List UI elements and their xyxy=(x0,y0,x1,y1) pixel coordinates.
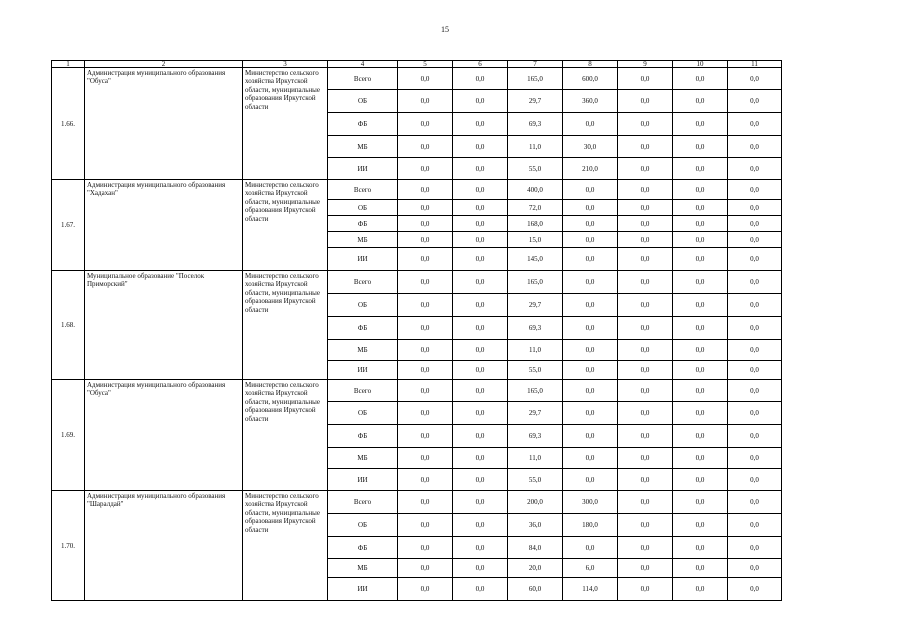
value-cell: 0,0 xyxy=(728,158,782,180)
value-cell: 0,0 xyxy=(453,491,508,514)
funding-source: ИИ xyxy=(328,361,398,380)
value-cell: 0,0 xyxy=(453,537,508,559)
value-cell: 0,0 xyxy=(618,136,673,158)
value-cell: 0,0 xyxy=(673,180,728,200)
value-cell: 0,0 xyxy=(673,216,728,232)
value-cell: 15,0 xyxy=(508,232,563,248)
value-cell: 0,0 xyxy=(728,90,782,113)
value-cell: 0,0 xyxy=(563,317,618,340)
value-cell: 0,0 xyxy=(453,340,508,361)
value-cell: 0,0 xyxy=(453,514,508,537)
value-cell: 0,0 xyxy=(618,232,673,248)
value-cell: 0,0 xyxy=(618,537,673,559)
funding-source: МБ xyxy=(328,136,398,158)
column-header: 3 xyxy=(243,61,328,68)
value-cell: 210,0 xyxy=(563,158,618,180)
organization-name: Администрация муниципального образования "Обуса" xyxy=(85,68,243,180)
funding-source: МБ xyxy=(328,232,398,248)
value-cell: 0,0 xyxy=(398,216,453,232)
column-header: 1 xyxy=(52,61,85,68)
value-cell: 0,0 xyxy=(728,340,782,361)
value-cell: 0,0 xyxy=(728,578,782,601)
value-cell: 0,0 xyxy=(398,113,453,136)
row-number: 1.69. xyxy=(52,380,85,491)
value-cell: 0,0 xyxy=(398,317,453,340)
value-cell: 0,0 xyxy=(673,491,728,514)
value-cell: 0,0 xyxy=(453,113,508,136)
value-cell: 55,0 xyxy=(508,158,563,180)
value-cell: 0,0 xyxy=(673,200,728,216)
value-cell: 0,0 xyxy=(728,294,782,317)
table-row xyxy=(52,380,782,402)
value-cell: 0,0 xyxy=(398,425,453,448)
value-cell: 0,0 xyxy=(728,180,782,200)
row-number: 1.67. xyxy=(52,180,85,271)
value-cell: 0,0 xyxy=(728,136,782,158)
value-cell: 0,0 xyxy=(673,271,728,294)
funding-source: Всего xyxy=(328,68,398,90)
table-row xyxy=(52,68,782,90)
value-cell: 60,0 xyxy=(508,578,563,601)
funding-source: ОБ xyxy=(328,294,398,317)
value-cell: 0,0 xyxy=(673,537,728,559)
value-cell: 0,0 xyxy=(728,113,782,136)
value-cell: 0,0 xyxy=(453,425,508,448)
value-cell: 165,0 xyxy=(508,68,563,90)
value-cell: 0,0 xyxy=(673,514,728,537)
value-cell: 0,0 xyxy=(453,248,508,271)
funding-source: ИИ xyxy=(328,158,398,180)
value-cell: 0,0 xyxy=(728,448,782,469)
value-cell: 0,0 xyxy=(618,578,673,601)
value-cell: 0,0 xyxy=(398,340,453,361)
funding-source: ФБ xyxy=(328,425,398,448)
column-header: 9 xyxy=(618,61,673,68)
value-cell: 69,3 xyxy=(508,425,563,448)
value-cell: 0,0 xyxy=(618,216,673,232)
value-cell: 0,0 xyxy=(453,380,508,402)
value-cell: 0,0 xyxy=(728,559,782,578)
funding-source: ФБ xyxy=(328,113,398,136)
value-cell: 0,0 xyxy=(453,136,508,158)
value-cell: 0,0 xyxy=(563,340,618,361)
value-cell: 0,0 xyxy=(398,361,453,380)
column-header: 6 xyxy=(453,61,508,68)
value-cell: 0,0 xyxy=(563,469,618,491)
value-cell: 0,0 xyxy=(563,361,618,380)
funding-source: Всего xyxy=(328,271,398,294)
table-row xyxy=(52,180,782,200)
column-header: 7 xyxy=(508,61,563,68)
value-cell: 36,0 xyxy=(508,514,563,537)
value-cell: 0,0 xyxy=(728,68,782,90)
value-cell: 0,0 xyxy=(398,578,453,601)
value-cell: 0,0 xyxy=(618,491,673,514)
value-cell: 0,0 xyxy=(728,232,782,248)
value-cell: 0,0 xyxy=(728,361,782,380)
value-cell: 400,0 xyxy=(508,180,563,200)
responsible-executor: Министерство сельского хозяйства Иркутской области, муниципальные образования Иркутской области xyxy=(243,180,328,271)
value-cell: 600,0 xyxy=(563,68,618,90)
value-cell: 0,0 xyxy=(618,248,673,271)
value-cell: 29,7 xyxy=(508,402,563,425)
value-cell: 0,0 xyxy=(728,248,782,271)
value-cell: 0,0 xyxy=(618,90,673,113)
value-cell: 0,0 xyxy=(673,158,728,180)
value-cell: 0,0 xyxy=(398,136,453,158)
value-cell: 0,0 xyxy=(563,200,618,216)
value-cell: 0,0 xyxy=(728,514,782,537)
value-cell: 0,0 xyxy=(453,158,508,180)
value-cell: 180,0 xyxy=(563,514,618,537)
funding-source: ФБ xyxy=(328,537,398,559)
funding-source: ОБ xyxy=(328,402,398,425)
value-cell: 0,0 xyxy=(563,294,618,317)
column-number-row xyxy=(52,61,782,68)
value-cell: 0,0 xyxy=(398,271,453,294)
value-cell: 0,0 xyxy=(453,361,508,380)
value-cell: 0,0 xyxy=(453,402,508,425)
value-cell: 0,0 xyxy=(563,180,618,200)
value-cell: 0,0 xyxy=(618,514,673,537)
value-cell: 0,0 xyxy=(728,271,782,294)
value-cell: 0,0 xyxy=(563,402,618,425)
value-cell: 0,0 xyxy=(398,491,453,514)
funding-source: Всего xyxy=(328,491,398,514)
value-cell: 360,0 xyxy=(563,90,618,113)
value-cell: 0,0 xyxy=(453,200,508,216)
value-cell: 0,0 xyxy=(728,380,782,402)
value-cell: 0,0 xyxy=(673,317,728,340)
funding-source: ОБ xyxy=(328,200,398,216)
value-cell: 0,0 xyxy=(453,448,508,469)
funding-source: ФБ xyxy=(328,317,398,340)
funding-source: ИИ xyxy=(328,248,398,271)
funding-source: ИИ xyxy=(328,469,398,491)
funding-source: МБ xyxy=(328,448,398,469)
value-cell: 0,0 xyxy=(398,402,453,425)
value-cell: 0,0 xyxy=(398,232,453,248)
value-cell: 0,0 xyxy=(618,469,673,491)
value-cell: 0,0 xyxy=(453,317,508,340)
value-cell: 145,0 xyxy=(508,248,563,271)
value-cell: 0,0 xyxy=(618,200,673,216)
value-cell: 0,0 xyxy=(728,200,782,216)
value-cell: 200,0 xyxy=(508,491,563,514)
column-header: 11 xyxy=(728,61,782,68)
value-cell: 29,7 xyxy=(508,90,563,113)
value-cell: 0,0 xyxy=(618,317,673,340)
value-cell: 84,0 xyxy=(508,537,563,559)
funding-source: ИИ xyxy=(328,578,398,601)
value-cell: 0,0 xyxy=(618,294,673,317)
value-cell: 20,0 xyxy=(508,559,563,578)
value-cell: 0,0 xyxy=(453,271,508,294)
funding-source: Всего xyxy=(328,380,398,402)
value-cell: 0,0 xyxy=(728,537,782,559)
value-cell: 0,0 xyxy=(728,402,782,425)
row-number: 1.66. xyxy=(52,68,85,180)
value-cell: 0,0 xyxy=(673,425,728,448)
value-cell: 0,0 xyxy=(398,200,453,216)
value-cell: 55,0 xyxy=(508,469,563,491)
value-cell: 0,0 xyxy=(398,248,453,271)
organization-name: Администрация муниципального образования "Обуса" xyxy=(85,380,243,491)
budget-table xyxy=(51,60,782,601)
value-cell: 0,0 xyxy=(453,294,508,317)
value-cell: 0,0 xyxy=(673,402,728,425)
column-header: 5 xyxy=(398,61,453,68)
value-cell: 0,0 xyxy=(563,448,618,469)
value-cell: 6,0 xyxy=(563,559,618,578)
column-header: 4 xyxy=(328,61,398,68)
value-cell: 11,0 xyxy=(508,340,563,361)
value-cell: 0,0 xyxy=(453,68,508,90)
responsible-executor: Министерство сельского хозяйства Иркутской области, муниципальные образования Иркутской области xyxy=(243,491,328,601)
value-cell: 0,0 xyxy=(398,158,453,180)
funding-source: Всего xyxy=(328,180,398,200)
value-cell: 0,0 xyxy=(398,514,453,537)
value-cell: 0,0 xyxy=(563,425,618,448)
value-cell: 0,0 xyxy=(398,90,453,113)
value-cell: 0,0 xyxy=(453,232,508,248)
value-cell: 0,0 xyxy=(618,113,673,136)
value-cell: 0,0 xyxy=(618,271,673,294)
value-cell: 0,0 xyxy=(728,425,782,448)
value-cell: 0,0 xyxy=(673,68,728,90)
value-cell: 300,0 xyxy=(563,491,618,514)
value-cell: 0,0 xyxy=(728,491,782,514)
value-cell: 0,0 xyxy=(453,90,508,113)
value-cell: 0,0 xyxy=(398,469,453,491)
value-cell: 11,0 xyxy=(508,136,563,158)
value-cell: 0,0 xyxy=(618,402,673,425)
value-cell: 0,0 xyxy=(673,294,728,317)
value-cell: 0,0 xyxy=(673,469,728,491)
value-cell: 69,3 xyxy=(508,113,563,136)
value-cell: 0,0 xyxy=(563,216,618,232)
value-cell: 69,3 xyxy=(508,317,563,340)
funding-source: ОБ xyxy=(328,90,398,113)
value-cell: 0,0 xyxy=(398,537,453,559)
value-cell: 0,0 xyxy=(618,425,673,448)
value-cell: 0,0 xyxy=(453,578,508,601)
value-cell: 0,0 xyxy=(618,340,673,361)
value-cell: 0,0 xyxy=(398,380,453,402)
value-cell: 0,0 xyxy=(563,113,618,136)
value-cell: 0,0 xyxy=(728,216,782,232)
funding-source: МБ xyxy=(328,340,398,361)
row-number: 1.70. xyxy=(52,491,85,601)
responsible-executor: Министерство сельского хозяйства Иркутской области, муниципальные образования Иркутской области xyxy=(243,380,328,491)
value-cell: 0,0 xyxy=(673,340,728,361)
value-cell: 72,0 xyxy=(508,200,563,216)
value-cell: 0,0 xyxy=(398,68,453,90)
responsible-executor: Министерство сельского хозяйства Иркутской области, муниципальные образования Иркутской области xyxy=(243,68,328,180)
value-cell: 114,0 xyxy=(563,578,618,601)
value-cell: 11,0 xyxy=(508,448,563,469)
funding-source: МБ xyxy=(328,559,398,578)
table-row xyxy=(52,271,782,294)
value-cell: 0,0 xyxy=(453,559,508,578)
value-cell: 0,0 xyxy=(673,248,728,271)
value-cell: 0,0 xyxy=(563,232,618,248)
value-cell: 0,0 xyxy=(563,537,618,559)
value-cell: 0,0 xyxy=(618,559,673,578)
value-cell: 0,0 xyxy=(398,180,453,200)
value-cell: 0,0 xyxy=(673,232,728,248)
organization-name: Муниципальное образование "Поселок Приморский" xyxy=(85,271,243,380)
value-cell: 0,0 xyxy=(673,578,728,601)
value-cell: 55,0 xyxy=(508,361,563,380)
value-cell: 0,0 xyxy=(398,559,453,578)
value-cell: 0,0 xyxy=(398,294,453,317)
column-header: 10 xyxy=(673,61,728,68)
value-cell: 165,0 xyxy=(508,380,563,402)
funding-source: ОБ xyxy=(328,514,398,537)
value-cell: 0,0 xyxy=(673,448,728,469)
responsible-executor: Министерство сельского хозяйства Иркутской области, муниципальные образования Иркутской области xyxy=(243,271,328,380)
value-cell: 0,0 xyxy=(673,113,728,136)
value-cell: 0,0 xyxy=(453,180,508,200)
table-row xyxy=(52,491,782,514)
value-cell: 30,0 xyxy=(563,136,618,158)
value-cell: 0,0 xyxy=(673,559,728,578)
value-cell: 0,0 xyxy=(618,68,673,90)
value-cell: 165,0 xyxy=(508,271,563,294)
value-cell: 0,0 xyxy=(673,380,728,402)
value-cell: 0,0 xyxy=(453,216,508,232)
value-cell: 29,7 xyxy=(508,294,563,317)
organization-name: Администрация муниципального образования "Хадахан" xyxy=(85,180,243,271)
organization-name: Администрация муниципального образования "Шаралдай" xyxy=(85,491,243,601)
value-cell: 0,0 xyxy=(673,361,728,380)
value-cell: 0,0 xyxy=(618,448,673,469)
value-cell: 0,0 xyxy=(618,180,673,200)
value-cell: 0,0 xyxy=(398,448,453,469)
page-number: 15 xyxy=(441,25,449,34)
value-cell: 0,0 xyxy=(563,271,618,294)
row-number: 1.68. xyxy=(52,271,85,380)
column-header: 8 xyxy=(563,61,618,68)
column-header: 2 xyxy=(85,61,243,68)
value-cell: 0,0 xyxy=(618,158,673,180)
value-cell: 168,0 xyxy=(508,216,563,232)
value-cell: 0,0 xyxy=(728,469,782,491)
value-cell: 0,0 xyxy=(728,317,782,340)
value-cell: 0,0 xyxy=(453,469,508,491)
funding-source: ФБ xyxy=(328,216,398,232)
value-cell: 0,0 xyxy=(673,136,728,158)
value-cell: 0,0 xyxy=(618,380,673,402)
value-cell: 0,0 xyxy=(618,361,673,380)
value-cell: 0,0 xyxy=(673,90,728,113)
value-cell: 0,0 xyxy=(563,380,618,402)
value-cell: 0,0 xyxy=(563,248,618,271)
